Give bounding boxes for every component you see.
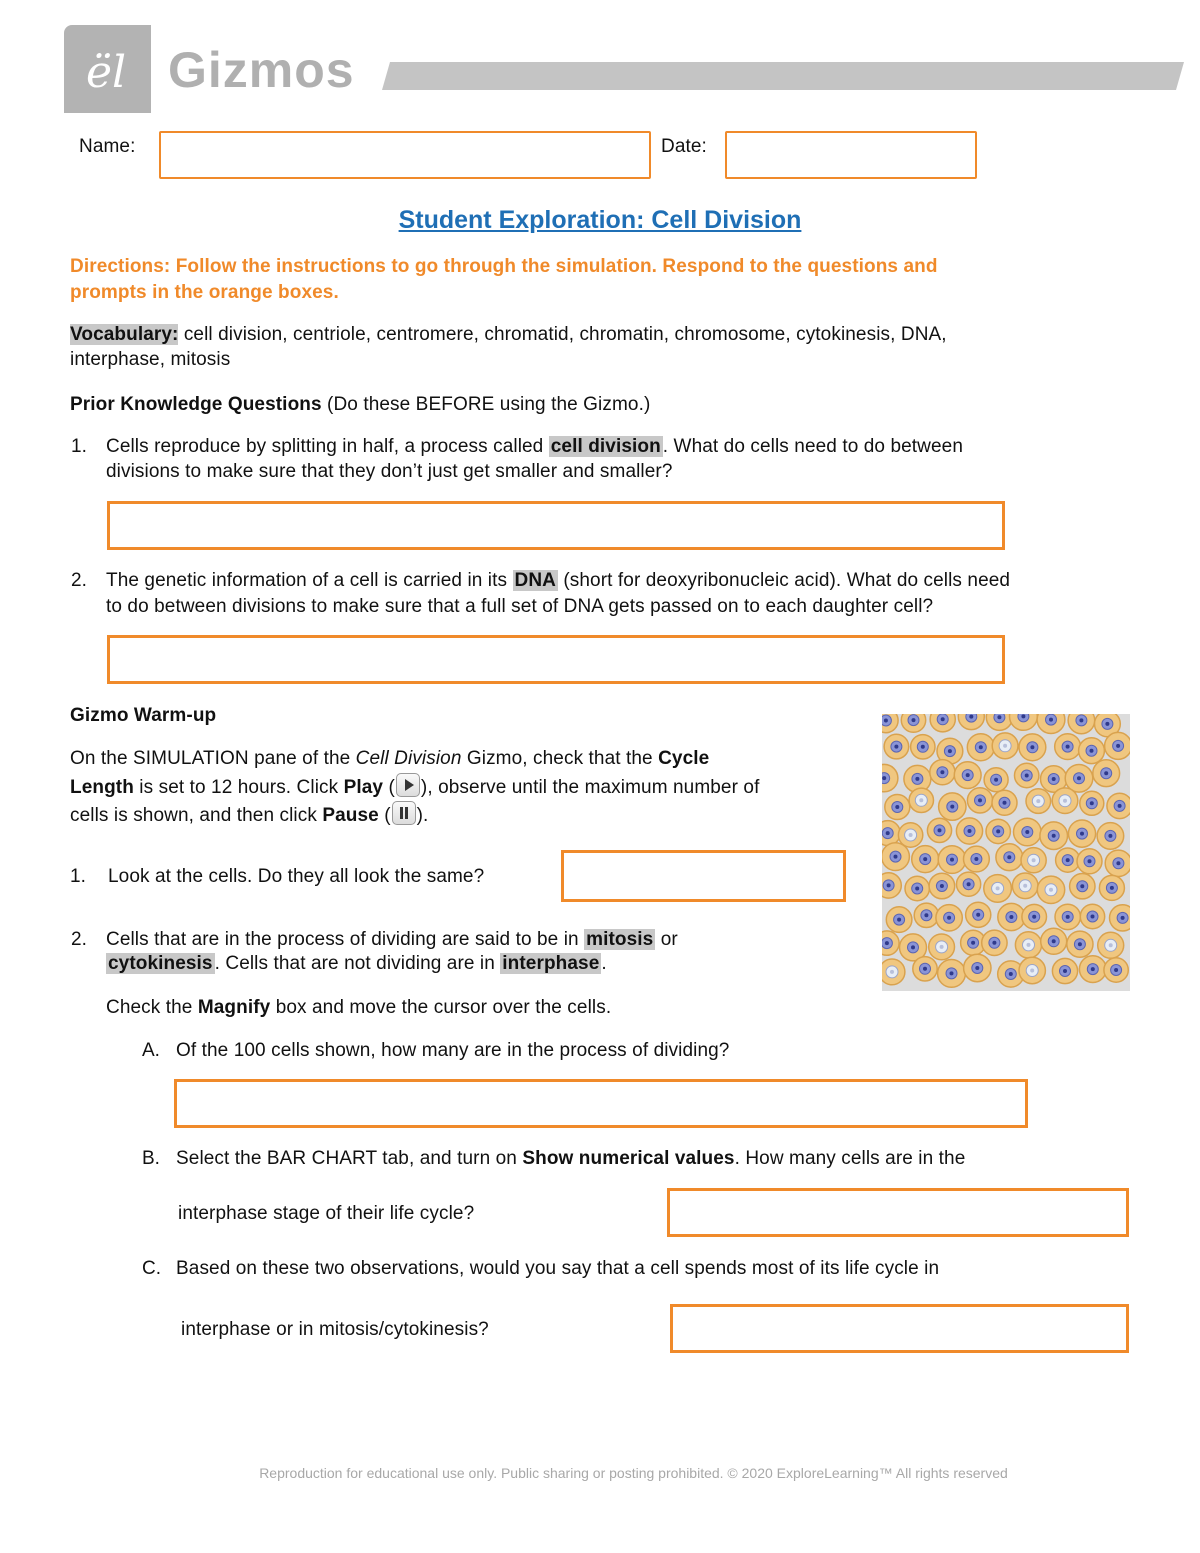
cell-nucleolus: [894, 745, 898, 749]
warmup-q2-text-a: Cells that are in the process of dividing are said to be in: [106, 929, 585, 950]
cell-nucleolus: [969, 715, 973, 719]
cell-nucleolus: [1066, 858, 1070, 862]
cell-nucleolus: [1049, 718, 1053, 722]
cells-group: [882, 714, 1130, 987]
cell-nucleolus: [895, 805, 899, 809]
cell-nucleolus: [1032, 858, 1036, 862]
prior-q2-text-b: (short for deoxyribonucleic acid). What do cells need: [557, 570, 1011, 591]
warmup-intro-text-d: ), observe until the maximum number of: [420, 777, 760, 798]
part-c-answer-box[interactable]: [670, 1304, 1129, 1353]
cell-nucleolus: [1091, 915, 1095, 919]
cell-nucleolus: [994, 778, 998, 782]
cell-nucleolus: [912, 718, 916, 722]
magnify-instruction: [106, 995, 611, 1020]
gizmos-logo-mark: [64, 25, 151, 113]
cell-nucleolus: [1066, 745, 1070, 749]
cell-nucleolus: [894, 855, 898, 859]
part-b-line-1: [176, 1146, 965, 1171]
cell-nucleolus: [923, 857, 927, 861]
cell-nucleolus: [966, 773, 970, 777]
warmup-intro-text-a: On the SIMULATION pane of the: [70, 748, 356, 769]
part-b-text-a: Select the BAR CHART tab, and turn on: [176, 1148, 523, 1169]
cell-nucleolus: [992, 941, 996, 945]
cell-nucleolus: [978, 798, 982, 802]
cell-nucleolus: [1003, 744, 1007, 748]
svg-text:ël: ël: [86, 47, 127, 98]
cell-nucleolus: [1121, 916, 1125, 920]
cell-nucleolus: [1104, 771, 1108, 775]
prior-q1-number: 1.: [71, 436, 87, 457]
warmup-q1-text: Look at the cells. Do they all look the same?: [108, 866, 485, 887]
pause-label: Pause: [322, 805, 379, 826]
warmup-q2-line-1: [106, 927, 678, 952]
cell-nucleolus: [1030, 969, 1034, 973]
cell-nucleolus: [940, 770, 944, 774]
cell-nucleolus: [919, 798, 923, 802]
term-interphase: interphase: [502, 953, 600, 974]
el-logo-icon: [64, 25, 151, 113]
part-b-answer-box[interactable]: [667, 1188, 1129, 1237]
cell-nucleolus: [1027, 943, 1031, 947]
warmup-q1-answer-box[interactable]: [561, 850, 846, 902]
vocabulary-line-2: interphase, mitosis: [70, 349, 231, 370]
cell-nucleolus: [1080, 832, 1084, 836]
warmup-intro-text-e: cells is shown, and then click: [70, 805, 323, 826]
cell-nucleolus: [1052, 939, 1056, 943]
directions-line-2: prompts in the orange boxes.: [70, 282, 339, 303]
cell-nucleolus: [950, 971, 954, 975]
cell-nucleolus: [1009, 972, 1013, 976]
header-stripe: [382, 62, 1184, 90]
cell-nucleolus: [941, 717, 945, 721]
cell-nucleolus: [1116, 861, 1120, 865]
warmup-intro-text-b: Gizmo, check that the: [461, 748, 659, 769]
cell-nucleolus: [1114, 968, 1118, 972]
cell-nucleolus: [915, 777, 919, 781]
cell-nucleolus: [948, 749, 952, 753]
warmup-intro-line-2: [70, 773, 759, 800]
prior-q2-line-1: [106, 568, 1010, 593]
name-field[interactable]: [159, 131, 651, 179]
cell-nucleolus: [1032, 915, 1036, 919]
page-title: Student Exploration: Cell Division: [398, 206, 802, 234]
cell-nucleolus: [979, 745, 983, 749]
paren-open: (: [383, 777, 395, 798]
cell-nucleolus: [1021, 714, 1025, 718]
vocabulary-label: Vocabulary:: [70, 324, 179, 345]
paren-open-2: (: [378, 805, 391, 826]
cell-nucleolus: [967, 882, 971, 886]
term-cell-division: cell division: [550, 436, 661, 457]
cell-nucleolus: [886, 831, 890, 835]
warmup-q1-number: 1.: [70, 866, 86, 887]
prior-q2-answer-box[interactable]: [107, 635, 1005, 684]
cell-nucleolus: [1080, 884, 1084, 888]
paren-close: ).: [416, 805, 429, 826]
cell-nucleolus: [996, 829, 1000, 833]
cell-nucleolus: [1052, 834, 1056, 838]
cell-nucleolus: [1023, 884, 1027, 888]
prior-q2-line-2: to do between divisions to make sure that a full set of DNA gets passed on to each daughter cell?: [106, 596, 934, 617]
cell-nucleolus: [1052, 777, 1056, 781]
cell-nucleolus: [1009, 915, 1013, 919]
cell-nucleolus: [938, 828, 942, 832]
cell-nucleolus: [1036, 799, 1040, 803]
warmup-q2-period: .: [601, 953, 607, 974]
prior-knowledge-heading: [70, 392, 650, 417]
cell-nucleolus: [1116, 744, 1120, 748]
warmup-q2-text-c: . Cells that are not dividing are in: [214, 953, 501, 974]
cell-nucleolus: [1077, 776, 1081, 780]
part-a-letter: A.: [142, 1040, 160, 1061]
part-a-text: Of the 100 cells shown, how many are in the process of dividing?: [176, 1040, 730, 1061]
vocabulary-terms: cell division, centriole, centromere, chromatid, chromatin, chromosome, cytokinesis, DNA,: [178, 324, 947, 345]
term-dna: DNA: [514, 570, 556, 591]
cell-nucleolus: [1108, 834, 1112, 838]
cell-nucleolus: [915, 887, 919, 891]
cell-nucleolus: [1063, 799, 1067, 803]
directions-line-1: Directions: Follow the instructions to go through the simulation. Respond to the questions and: [70, 256, 938, 277]
prior-q2-text-a: The genetic information of a cell is carried in its: [106, 570, 513, 591]
prior-q1-line-1: [106, 434, 963, 459]
cell-nucleolus: [1090, 801, 1094, 805]
cell-nucleolus: [1030, 745, 1034, 749]
cell-nucleolus: [923, 967, 927, 971]
cell-nucleolus: [1003, 801, 1007, 805]
warmup-q2-text-b: or: [655, 929, 678, 950]
name-label: Name:: [79, 136, 136, 157]
cell-nucleolus: [947, 916, 951, 920]
part-a-answer-box[interactable]: [174, 1079, 1028, 1128]
vocabulary-line-1: [70, 322, 947, 347]
part-b-text-b: . How many cells are in the: [734, 1148, 966, 1169]
gizmo-name: Cell Division: [355, 748, 462, 769]
cell-nucleolus: [974, 857, 978, 861]
footer-copyright: Reproduction for educational use only. Public sharing or posting prohibited. © 2020 ExploreLearning™ All rights reserved: [259, 1465, 1008, 1481]
cell-nucleolus: [968, 829, 972, 833]
warmup-heading: Gizmo Warm-up: [70, 705, 217, 726]
cell-nucleolus: [1025, 774, 1029, 778]
cell-nucleolus: [924, 913, 928, 917]
term-mitosis: mitosis: [586, 929, 654, 950]
cell-nucleolus: [950, 858, 954, 862]
cell-nucleolus: [1105, 722, 1109, 726]
cell-nucleolus: [1118, 804, 1122, 808]
play-label: Play: [343, 777, 384, 798]
warmup-intro-text-c: is set to 12 hours. Click: [133, 777, 344, 798]
cell-nucleolus: [940, 884, 944, 888]
cell-nucleolus: [950, 805, 954, 809]
cell-nucleolus: [1078, 942, 1082, 946]
cell-nucleolus: [1025, 830, 1029, 834]
cell-nucleolus: [1049, 888, 1053, 892]
cell-nucleolus: [997, 715, 1001, 719]
part-b-letter: B.: [142, 1148, 160, 1169]
warmup-intro-line-1: [70, 746, 709, 771]
prior-q1-text-a: Cells reproduce by splitting in half, a process called: [106, 436, 549, 457]
cell-nucleolus: [1063, 969, 1067, 973]
date-field[interactable]: [725, 131, 977, 179]
cell-nucleolus: [976, 913, 980, 917]
cell-nucleolus: [887, 883, 891, 887]
warmup-q2-number: 2.: [71, 929, 87, 950]
length-label: Length: [70, 777, 134, 798]
cell-nucleolus: [996, 886, 1000, 890]
cell-nucleolus: [921, 745, 925, 749]
cell-nucleolus: [1090, 749, 1094, 753]
cell-nucleolus: [971, 941, 975, 945]
magnify-text-a: Check the: [106, 997, 198, 1018]
prior-knowledge-title: Prior Knowledge Questions: [70, 394, 322, 415]
warmup-q2-line-2: [106, 951, 607, 976]
cell-nucleolus: [940, 945, 944, 949]
cell-nucleolus: [911, 945, 915, 949]
part-c-line-2: interphase or in mitosis/cytokinesis?: [181, 1319, 489, 1340]
pause-icon: [392, 801, 416, 825]
magnify-label: Magnify: [197, 997, 271, 1018]
cell-nucleolus: [1109, 943, 1113, 947]
prior-knowledge-note: (Do these BEFORE using the Gizmo.): [321, 394, 651, 415]
cycle-label: Cycle: [658, 748, 710, 769]
part-c-letter: C.: [142, 1258, 161, 1279]
cell-nucleolus: [884, 719, 888, 723]
prior-q1-text-b: . What do cells need to do between: [662, 436, 963, 457]
prior-q1-line-2: divisions to make sure that they don’t just get smaller and smaller?: [106, 461, 673, 482]
cell-nucleolus: [1079, 718, 1083, 722]
cell-nucleolus: [975, 966, 979, 970]
prior-q1-answer-box[interactable]: [107, 501, 1005, 550]
cell-nucleolus: [1007, 855, 1011, 859]
magnify-text-b: box and move the cursor over the cells.: [270, 997, 612, 1018]
brand-name: Gizmos: [168, 42, 355, 98]
cell-nucleolus: [909, 833, 913, 837]
term-cytokinesis: cytokinesis: [108, 953, 213, 974]
cell-nucleolus: [890, 970, 894, 974]
cells-simulation-image: [882, 714, 1130, 991]
warmup-intro-line-3: [70, 801, 428, 828]
cell-nucleolus: [1088, 859, 1092, 863]
cell-nucleolus: [1091, 967, 1095, 971]
play-icon: [396, 773, 420, 797]
part-b-line-2: interphase stage of their life cycle?: [178, 1203, 475, 1224]
cell-nucleolus: [1066, 915, 1070, 919]
part-c-line-1: Based on these two observations, would you say that a cell spends most of its life cycle in: [176, 1258, 940, 1279]
show-numerical-values-label: Show numerical values: [522, 1148, 735, 1169]
prior-q2-number: 2.: [71, 570, 87, 591]
date-label: Date:: [661, 136, 707, 157]
cell-nucleolus: [885, 941, 889, 945]
cell-nucleolus: [882, 776, 886, 780]
cell-nucleolus: [1110, 886, 1114, 890]
cell-nucleolus: [897, 918, 901, 922]
